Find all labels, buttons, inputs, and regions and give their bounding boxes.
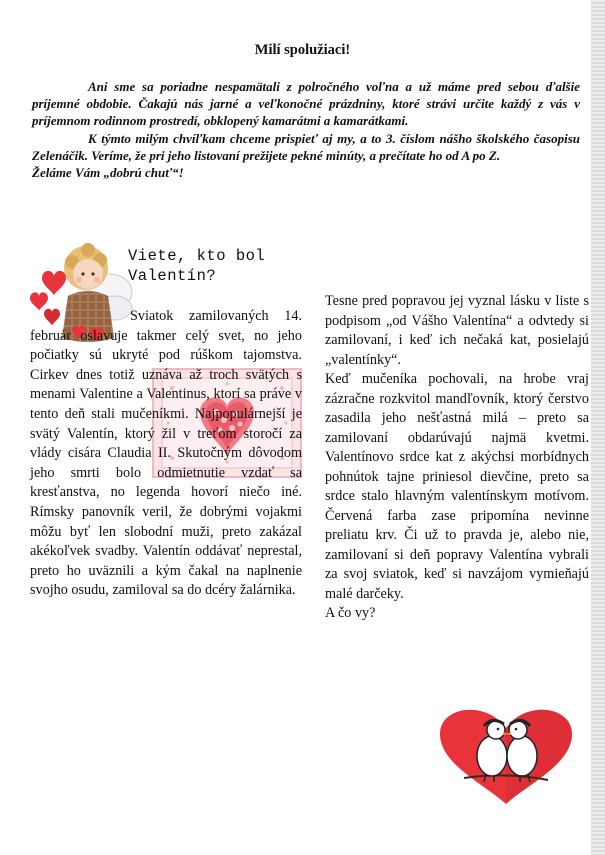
page-title: Milí spolužiaci! bbox=[254, 42, 351, 58]
intro-paragraph-1: Ani sme sa poriadne nespamätali z polročného voľna a už máme pred sebou ďalšie príjemné obdobie. Čakajú nás jarné a veľkonočné prázdniny, ktoré strávi určite každý z vás v príjemnom rodinnom prostredí, obklopený kamarátmi a kamarátkami. bbox=[32, 79, 580, 129]
article-right-paragraph-2: Keď mučeníka pochovali, na hrobe vraj zázračne rozkvitol mandľovník, ktorý čerstvo zasadila jeho nešťastná milá – preto sa zamilovaní obdarúvajú najmä kvetmi. Valentínovo srdce kat z akýchsi morbídnych pohnútok tajne priniesol dievčine, preto sa srdce stalo hlavným valentínskym motívom. Červená farba zase pripomína nevinne preliatu krv. Či už to pravda je, alebo nie, zamilovaní si deň popravy Valentína vybrali za svoj sviatok, keď si navzájom vymieňajú malé darčeky. bbox=[325, 371, 589, 602]
article-right-column bbox=[325, 292, 589, 624]
intro-paragraph-2: K týmto milým chvíľkam chceme prispieť aj my, a to 3. číslom nášho školského časopisu Zelenáčik. Veríme, že pri jeho listovaní prežijete pekné minúty, a prečítate ho od A po Z. bbox=[32, 130, 580, 163]
article-right-paragraph-3: A čo vy? bbox=[325, 605, 376, 621]
article-heading: Viete, kto bol Valentín? bbox=[128, 247, 266, 285]
page-edge-shadow bbox=[591, 0, 605, 855]
intro-section bbox=[32, 78, 580, 181]
article-left-text: Sviatok zamilovaných 14. február oslavuje takmer celý svet, no jeho počiatky sú ukryté pod rúškom tajomstva. Cirkev dnes totiž uznáva až troch svätých s menami Valentine a Valentinus, ktorí sa práve v tento deň stali mučeníkmi. Najpopulárnejší je svätý Valentín, ktorý žil v treťom storočí za vlády cisára Claudia II. Skutočným dôvodom jeho smrti bolo odmietnutie vzdať sa kresťanstva, no legenda hovorí niečo iné. Rímsky panovník veril, že dobrými vojakmi môžu byť len slobodní muži, preto zakázal akékoľvek svadby. Valentín oddávať neprestal, preto ho uväznili a kým čakal na naplnenie svojho osudu, zamiloval sa do dcéry žalárnika. bbox=[30, 308, 302, 599]
intro-paragraph-3: Želáme Vám „dobrú chuť“! bbox=[32, 165, 184, 181]
article-left-column bbox=[30, 307, 302, 601]
article-right-paragraph-1: Tesne pred popravou jej vyznal lásku v liste s podpisom „od Vášho Valentína“ a odvtedy si zamilovaní, i keď ich nečaká kat, posielajú „valentínky“. bbox=[325, 293, 589, 368]
lovebirds-heart-icon bbox=[436, 700, 576, 804]
